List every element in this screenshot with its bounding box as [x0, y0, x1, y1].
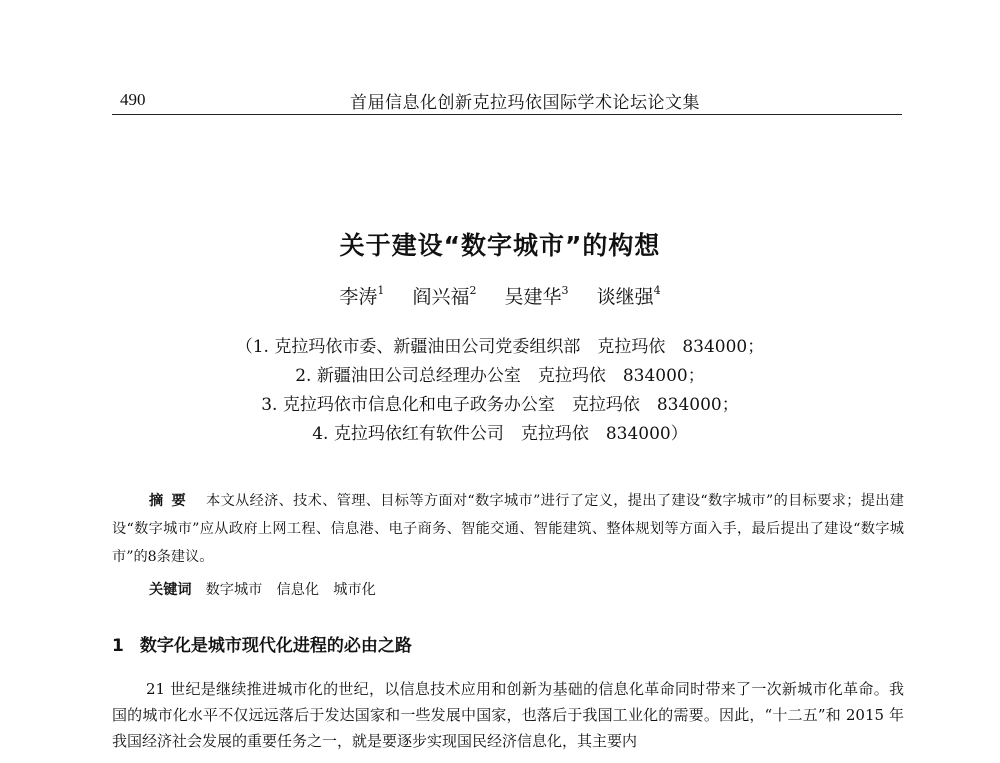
section-title: 数字化是城市现代化进程的必由之路: [139, 636, 412, 656]
abstract-text: 本文从经济、技术、管理、目标等方面对“数字城市”进行了定义，提出了建设“数字城市”的目标要求；提出建设“数字城市”应从政府上网工程、信息港、电子商务、智能交通、智能建筑、整体规划等方面入手，最后提出了建设“数字城市”的8条建议。: [112, 493, 904, 565]
author-name: 谈继强: [596, 286, 654, 308]
author-affiliation-mark: 1: [377, 283, 385, 297]
author-name: 吴建华: [504, 286, 562, 308]
body-paragraph: 21 世纪是继续推进城市化的世纪，以信息技术应用和创新为基础的信息化革命同时带来了一次新城市化革命。我国的城市化水平不仅远远落后于发达国家和一些发展中国家，也落后于我国工业化的需要。因此，“十二五”和 2015 年我国经济社会发展的重要任务之一，就是要逐步实现国民经济信息化，其主要内: [112, 680, 904, 750]
abstract: [112, 487, 904, 571]
keywords: [149, 579, 376, 599]
keywords-text: 数字城市 信息化 城市化: [205, 582, 376, 598]
author-affiliation-mark: 2: [469, 283, 477, 297]
page-number: 490: [120, 90, 146, 109]
affiliation: 2. 新疆油田公司总经理办公室 克拉玛依 834000；: [295, 366, 705, 386]
author: [505, 282, 569, 309]
author-affiliation-mark: 4: [653, 283, 661, 297]
affiliation: （1. 克拉玛依市委、新疆油田公司党委组织部 克拉玛依 834000；: [235, 337, 765, 357]
affiliation: 4. 克拉玛依红有软件公司 克拉玛依 834000）: [312, 424, 688, 444]
author-name: 李涛: [339, 286, 378, 308]
affiliation-list: [0, 333, 1000, 449]
running-header: [112, 84, 902, 115]
author: [597, 282, 661, 309]
affiliation: 3. 克拉玛依市信息化和电子政务办公室 克拉玛依 834000；: [261, 395, 739, 415]
journal-title: 首届信息化创新克拉玛依国际学术论坛论文集: [350, 93, 700, 113]
paper-title: 关于建设“数字城市”的构想: [339, 231, 661, 260]
section-heading: [112, 631, 412, 656]
abstract-label: 摘要: [149, 493, 195, 509]
author: [339, 282, 384, 309]
author-affiliation-mark: 3: [561, 283, 569, 297]
section-number: 1: [112, 636, 124, 656]
author-name: 阎兴福: [412, 286, 470, 308]
author-list: [0, 282, 1000, 309]
author: [412, 282, 476, 309]
keywords-label: 关键词: [149, 582, 192, 598]
